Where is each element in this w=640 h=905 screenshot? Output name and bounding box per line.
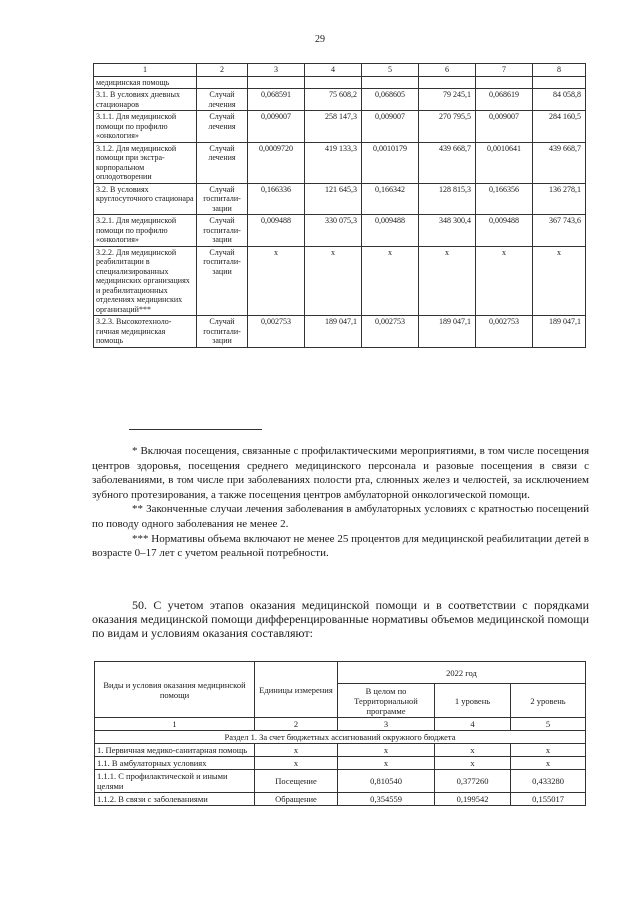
col-number-2: 2 xyxy=(197,64,248,77)
row-value xyxy=(362,76,419,89)
row-value xyxy=(305,76,362,89)
row-value: х xyxy=(362,246,419,316)
row-value: 128 815,3 xyxy=(419,183,476,215)
row-value: 0,002753 xyxy=(248,316,305,348)
row-value: 0,199542 xyxy=(435,793,511,806)
col-number-1: 1 xyxy=(95,718,255,731)
footnote-rule xyxy=(129,429,262,430)
row-value: 0,009007 xyxy=(476,111,533,143)
col-number-5: 5 xyxy=(511,718,586,731)
col-number-6: 6 xyxy=(419,64,476,77)
row-name: 3.2.3. Высокотехноло-гичная медицинская помощь xyxy=(94,316,197,348)
row-name: 1. Первичная медико-санитарная помощь xyxy=(95,744,255,757)
row-value: 348 300,4 xyxy=(419,215,476,247)
row-name: 3.1.1. Для медицинской помощи по профилю «онкология» xyxy=(94,111,197,143)
paragraph-50-text: 50. С учетом этапов оказания медицинской помощи и в соответствии с порядками оказания медицинской помощи дифференцированные нормативы объемов медицинской помощи по видам и условиям оказания составляют: xyxy=(92,598,589,641)
row-value: 0,0010179 xyxy=(362,142,419,183)
row-value: 0,002753 xyxy=(362,316,419,348)
col-number-4: 4 xyxy=(305,64,362,77)
row-value: х xyxy=(533,246,586,316)
row-value: 270 795,5 xyxy=(419,111,476,143)
row-value: х xyxy=(511,757,586,770)
row-value: 0,377260 xyxy=(435,770,511,793)
table-row xyxy=(95,770,586,793)
row-value: 0,068619 xyxy=(476,89,533,111)
row-value: 284 160,5 xyxy=(533,111,586,143)
row-value: 439 668,7 xyxy=(533,142,586,183)
row-unit: Случай лечения xyxy=(197,142,248,183)
row-value: 330 075,3 xyxy=(305,215,362,247)
row-value: 0,166356 xyxy=(476,183,533,215)
row-name: 3.2.1. Для медицинской помощи по профилю «онкология» xyxy=(94,215,197,247)
row-value: х xyxy=(305,246,362,316)
row-unit: Обращение xyxy=(255,793,338,806)
row-value: х xyxy=(476,246,533,316)
row-value: 0,068605 xyxy=(362,89,419,111)
col-number-2: 2 xyxy=(255,718,338,731)
row-name: 3.2.2. Для медицинской реабилитации в специализированных медицинских организациях и реабилитационных отделениях медицинских организаций*** xyxy=(94,246,197,316)
row-value xyxy=(533,76,586,89)
row-name: 3.1. В условиях дневных стационаров xyxy=(94,89,197,111)
col-number-7: 7 xyxy=(476,64,533,77)
row-value: х xyxy=(419,246,476,316)
row-value: х xyxy=(338,744,435,757)
page-number: 29 xyxy=(315,34,325,45)
col-number-3: 3 xyxy=(248,64,305,77)
table-row xyxy=(94,316,586,348)
row-unit: Случай госпитали-зации xyxy=(197,183,248,215)
col-number-4: 4 xyxy=(435,718,511,731)
row-name: 3.2. В условиях круглосуточного стационара xyxy=(94,183,197,215)
row-name: 1.1.1. С профилактической и иными целями xyxy=(95,770,255,793)
row-value: х xyxy=(435,757,511,770)
row-value: 0,009488 xyxy=(362,215,419,247)
row-value xyxy=(419,76,476,89)
footnote-2: ** Законченные случаи лечения заболевания в амбулаторных условиях с кратностью посещений по поводу одного заболевания не менее 2. xyxy=(92,503,589,530)
row-name: 3.1.2. Для медицинской помощи при экстра-корпоральном оплодотворении xyxy=(94,142,197,183)
row-value: х xyxy=(248,246,305,316)
row-value: х xyxy=(338,757,435,770)
row-unit: Посещение xyxy=(255,770,338,793)
row-name: 1.1. В амбулаторных условиях xyxy=(95,757,255,770)
row-value: 258 147,3 xyxy=(305,111,362,143)
col-header-level1: 1 уровень xyxy=(435,684,511,718)
differentiated-norms-table xyxy=(94,661,586,806)
row-value: 367 743,6 xyxy=(533,215,586,247)
col-number-3: 3 xyxy=(338,718,435,731)
row-value: 0,0009720 xyxy=(248,142,305,183)
row-value: 0,009488 xyxy=(476,215,533,247)
row-value: 121 645,3 xyxy=(305,183,362,215)
row-name: медицинская помощь xyxy=(94,76,197,89)
table-row xyxy=(94,89,586,111)
col-header-total: В целом по Территориальной программе xyxy=(338,684,435,718)
row-unit: Случай госпитали-зации xyxy=(197,246,248,316)
row-name: 1.1.2. В связи с заболеваниями xyxy=(95,793,255,806)
row-unit xyxy=(197,76,248,89)
row-unit: Случай госпитали-зации xyxy=(197,316,248,348)
table-row xyxy=(94,246,586,316)
col-header-year: 2022 год xyxy=(338,662,586,684)
row-value: 0,155017 xyxy=(511,793,586,806)
row-value: 189 047,1 xyxy=(419,316,476,348)
table-row xyxy=(95,744,586,757)
col-header-units: Единицы измерения xyxy=(255,662,338,718)
row-value: 0,009488 xyxy=(248,215,305,247)
row-value: 0,354559 xyxy=(338,793,435,806)
row-value: 0,810540 xyxy=(338,770,435,793)
table-row xyxy=(94,215,586,247)
table-row xyxy=(95,793,586,806)
footnote-3: *** Нормативы объема включают не менее 25 процентов для медицинской реабилитации детей в возрасте 0–17 лет с учетом реальной потребности. xyxy=(92,532,589,560)
col-number-5: 5 xyxy=(362,64,419,77)
row-value xyxy=(248,76,305,89)
section-header: Раздел 1. За счет бюджетных ассигнований окружного бюджета xyxy=(95,731,586,744)
row-value: х xyxy=(435,744,511,757)
row-value: 0,0010641 xyxy=(476,142,533,183)
footnotes xyxy=(92,444,589,561)
col-number-8: 8 xyxy=(533,64,586,77)
row-value: 136 278,1 xyxy=(533,183,586,215)
row-unit: Случай госпитали-зации xyxy=(197,215,248,247)
col-header-kinds: Виды и условия оказания медицинской помощи xyxy=(95,662,255,718)
table-row xyxy=(94,76,586,89)
row-value: 0,002753 xyxy=(476,316,533,348)
table-row xyxy=(94,111,586,143)
row-value: 84 058,8 xyxy=(533,89,586,111)
table-row xyxy=(94,142,586,183)
row-unit: Случай лечения xyxy=(197,89,248,111)
row-value xyxy=(476,76,533,89)
col-number-1: 1 xyxy=(94,64,197,77)
row-value: х xyxy=(511,744,586,757)
row-unit: Случай лечения xyxy=(197,111,248,143)
row-value: 419 133,3 xyxy=(305,142,362,183)
row-value: 0,166336 xyxy=(248,183,305,215)
footnote-1: * Включая посещения, связанные с профилактическими мероприятиями, в том числе посещения центров здоровья, посещения среднего медицинского персонала и разовые посещения в связи с заболеваниями, в том числе при заболеваниях полости рта, слюнных желез и челюстей, за исключением зубного протезирования, а также посещения центров амбулаторной онкологической помощи. xyxy=(92,445,589,501)
table-row xyxy=(95,757,586,770)
row-value: 0,166342 xyxy=(362,183,419,215)
paragraph-50 xyxy=(92,598,589,641)
row-value: 0,009007 xyxy=(362,111,419,143)
norms-table-continued xyxy=(93,63,586,348)
row-value: 79 245,1 xyxy=(419,89,476,111)
row-value: 75 608,2 xyxy=(305,89,362,111)
col-header-level2: 2 уровень xyxy=(511,684,586,718)
row-unit: х xyxy=(255,744,338,757)
row-value: 189 047,1 xyxy=(533,316,586,348)
row-value: 439 668,7 xyxy=(419,142,476,183)
row-value: 0,433280 xyxy=(511,770,586,793)
row-value: 189 047,1 xyxy=(305,316,362,348)
row-value: 0,009007 xyxy=(248,111,305,143)
row-value: 0,068591 xyxy=(248,89,305,111)
row-unit: х xyxy=(255,757,338,770)
table-row xyxy=(94,183,586,215)
